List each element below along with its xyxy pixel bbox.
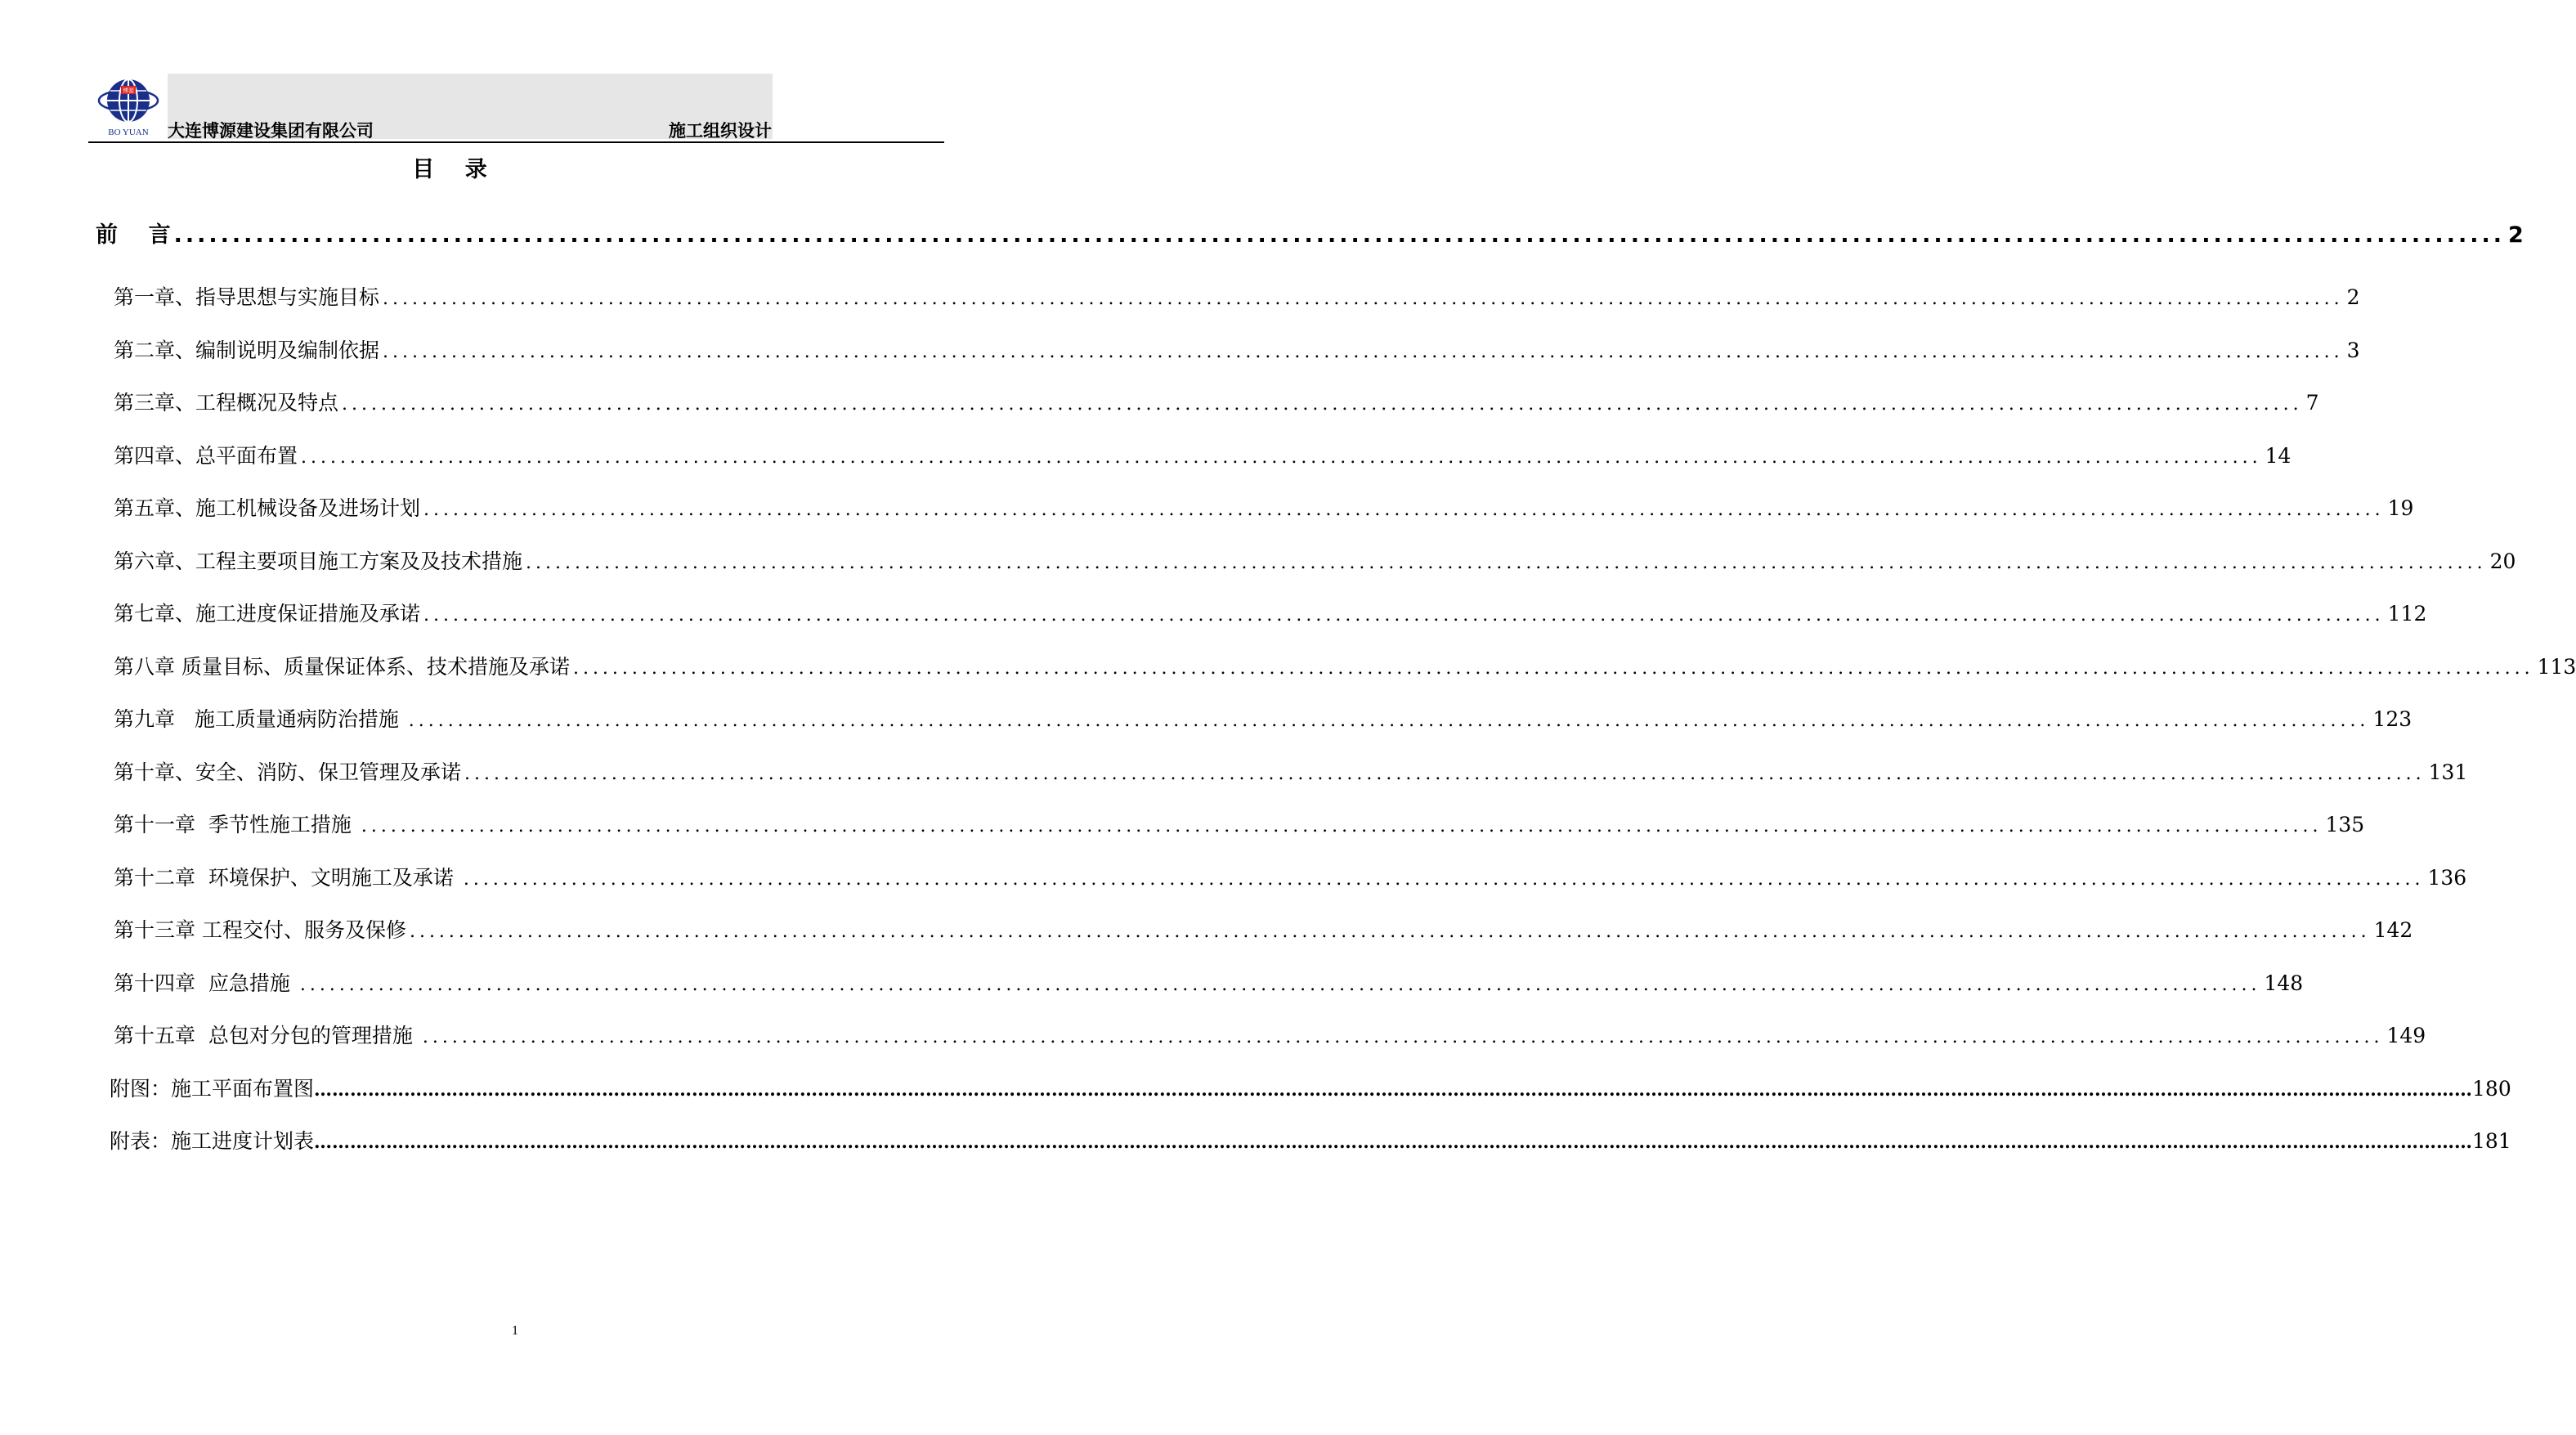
toc-entry-label: 第二章、编制说明及编制依据 (114, 338, 380, 362)
toc-title: 目 录 (412, 157, 487, 182)
toc-entry-chapter[interactable] (114, 917, 2413, 946)
toc-entry-page: 142 (2373, 918, 2413, 942)
toc-entry-label: 第一章、指导思想与实施目标 (114, 285, 380, 309)
toc-entry-label: 附表：施工进度计划表 (110, 1129, 315, 1153)
toc-entry-chapter[interactable] (114, 864, 2467, 894)
toc-entry-page: 135 (2325, 813, 2365, 836)
toc-entry-page: 14 (2265, 443, 2292, 468)
toc-entry-page: 2 (2507, 222, 2524, 248)
dot-leader: ……………………………………………………………………………………………………………………………………………………………………………………………………………………………………………………………………………………………………………………………… (314, 1132, 2473, 1153)
toc-entry-appendix[interactable] (110, 1128, 2511, 1156)
toc-entry-label: 第十二章 环境保护、文明施工及承诺 (114, 865, 460, 890)
toc-entry-label: 第十一章 季节性施工措施 (114, 813, 358, 836)
toc-entry-chapter[interactable] (114, 284, 2360, 313)
toc-entry-label: 第七章、施工进度保证措施及承诺 (114, 602, 421, 626)
dot-leader: ........................................................................................................................................................................................................ (299, 974, 2261, 995)
header-rule (88, 141, 944, 143)
toc-entry-page: 2 (2346, 285, 2360, 309)
toc-entry-chapter[interactable] (114, 600, 2427, 630)
dot-leader: ……………………………………………………………………………………………………………………………………………………………………………………………………………………………………………………………………………………………………………………………… (314, 1078, 2473, 1101)
dot-leader: ........................................................................................................................................................................................................ (422, 1027, 2384, 1047)
toc-entry-chapter[interactable] (114, 706, 2412, 735)
company-logo (96, 76, 161, 137)
toc-entry-preface[interactable] (96, 221, 2524, 250)
dot-leader: ........................................................................................................................................................................................................ (464, 763, 2426, 784)
toc-entry-chapter[interactable] (114, 759, 2468, 788)
dot-leader: ........................................................................................................................................................................................................ (526, 552, 2487, 573)
toc-entry-page: 112 (2387, 602, 2427, 626)
toc-entry-chapter[interactable] (114, 1022, 2426, 1052)
toc-entry-chapter[interactable] (114, 970, 2304, 999)
svg-text:博源: 博源 (123, 87, 134, 94)
toc-entry-label: 第四章、总平面布置 (114, 443, 298, 468)
toc-entry-page: 123 (2372, 707, 2412, 731)
toc-entry-page: 3 (2346, 338, 2360, 362)
toc-entry-label: 第六章、工程主要项目施工方案及及技术措施 (114, 549, 523, 573)
toc-entry-label: 第十章、安全、消防、保卫管理及承诺 (114, 760, 462, 784)
toc-entry-page: 7 (2305, 391, 2319, 415)
company-name: 大连博源建设集团有限公司 (168, 121, 374, 141)
dot-leader: ........................................................................................................................................................................................................ (383, 341, 2344, 362)
dot-leader: ........................................................................................................................................................................................................ (572, 657, 2534, 679)
dot-leader: ........................................................................................................................................................................................................ (423, 500, 2385, 520)
toc-entry-chapter[interactable] (114, 442, 2292, 472)
toc-entry-appendix[interactable] (110, 1075, 2511, 1104)
dot-leader: ........................................................................................................................................................................................................ (361, 816, 2323, 836)
toc-entry-label: 第十五章 总包对分包的管理措施 (114, 1024, 419, 1047)
toc-entry-page: 20 (2489, 549, 2516, 573)
toc-entry-page: 180 (2472, 1076, 2511, 1101)
toc-entry-chapter[interactable] (114, 495, 2414, 524)
dot-leader: ........................................................................................................................................................................................................ (423, 605, 2385, 626)
dot-leader: ........................................................................................................................................................................................................ (408, 711, 2370, 731)
toc-entry-page: 181 (2472, 1129, 2511, 1153)
page-number: 1 (512, 1324, 518, 1338)
toc-entry-chapter[interactable] (114, 337, 2360, 366)
toc-entry-page: 149 (2386, 1024, 2426, 1047)
toc-entry-chapter[interactable] (114, 653, 2576, 683)
toc-entry-label: 第九章 施工质量通病防治措施 (114, 707, 405, 731)
dot-leader: ........................................................................................................................................................................................................ (301, 446, 2262, 468)
svg-text:BO YUAN: BO YUAN (108, 128, 149, 137)
toc-entry-label: 附图：施工平面布置图 (110, 1076, 315, 1101)
toc-entry-chapter[interactable] (114, 389, 2319, 419)
toc-entry-page: 19 (2387, 496, 2414, 520)
dot-leader: ........................................................................................................................................................................................................ (409, 922, 2371, 942)
toc-entry-page: 131 (2428, 760, 2468, 784)
toc-entry-page: 136 (2427, 865, 2467, 890)
toc-entry-page: 113 (2537, 654, 2576, 679)
dot-leader: ........................................................................................................................................................................................................ (383, 289, 2344, 309)
toc-entry-page: 148 (2264, 971, 2304, 995)
toc-entry-chapter[interactable] (114, 548, 2516, 577)
toc-entry-chapter[interactable] (114, 811, 2365, 841)
document-type: 施工组织设计 (669, 121, 772, 141)
dot-leader: ........................................................................................................................................................................................................ (463, 868, 2425, 890)
toc-entry-label: 第十四章 应急措施 (114, 971, 297, 995)
toc-entry-label: 第三章、工程概况及特点 (114, 391, 339, 415)
toc-entry-label: 第十三章 工程交付、服务及保修 (114, 918, 406, 942)
dot-leader: ........................................................................................................................................................................................................ (173, 222, 2505, 248)
toc-entry-label: 前 言 (96, 222, 171, 248)
dot-leader: ........................................................................................................................................................................................................ (342, 394, 2303, 415)
toc-entry-label: 第八章 质量目标、质量保证体系、技术措施及承诺 (114, 654, 570, 679)
toc-entry-label: 第五章、施工机械设备及进场计划 (114, 496, 421, 520)
